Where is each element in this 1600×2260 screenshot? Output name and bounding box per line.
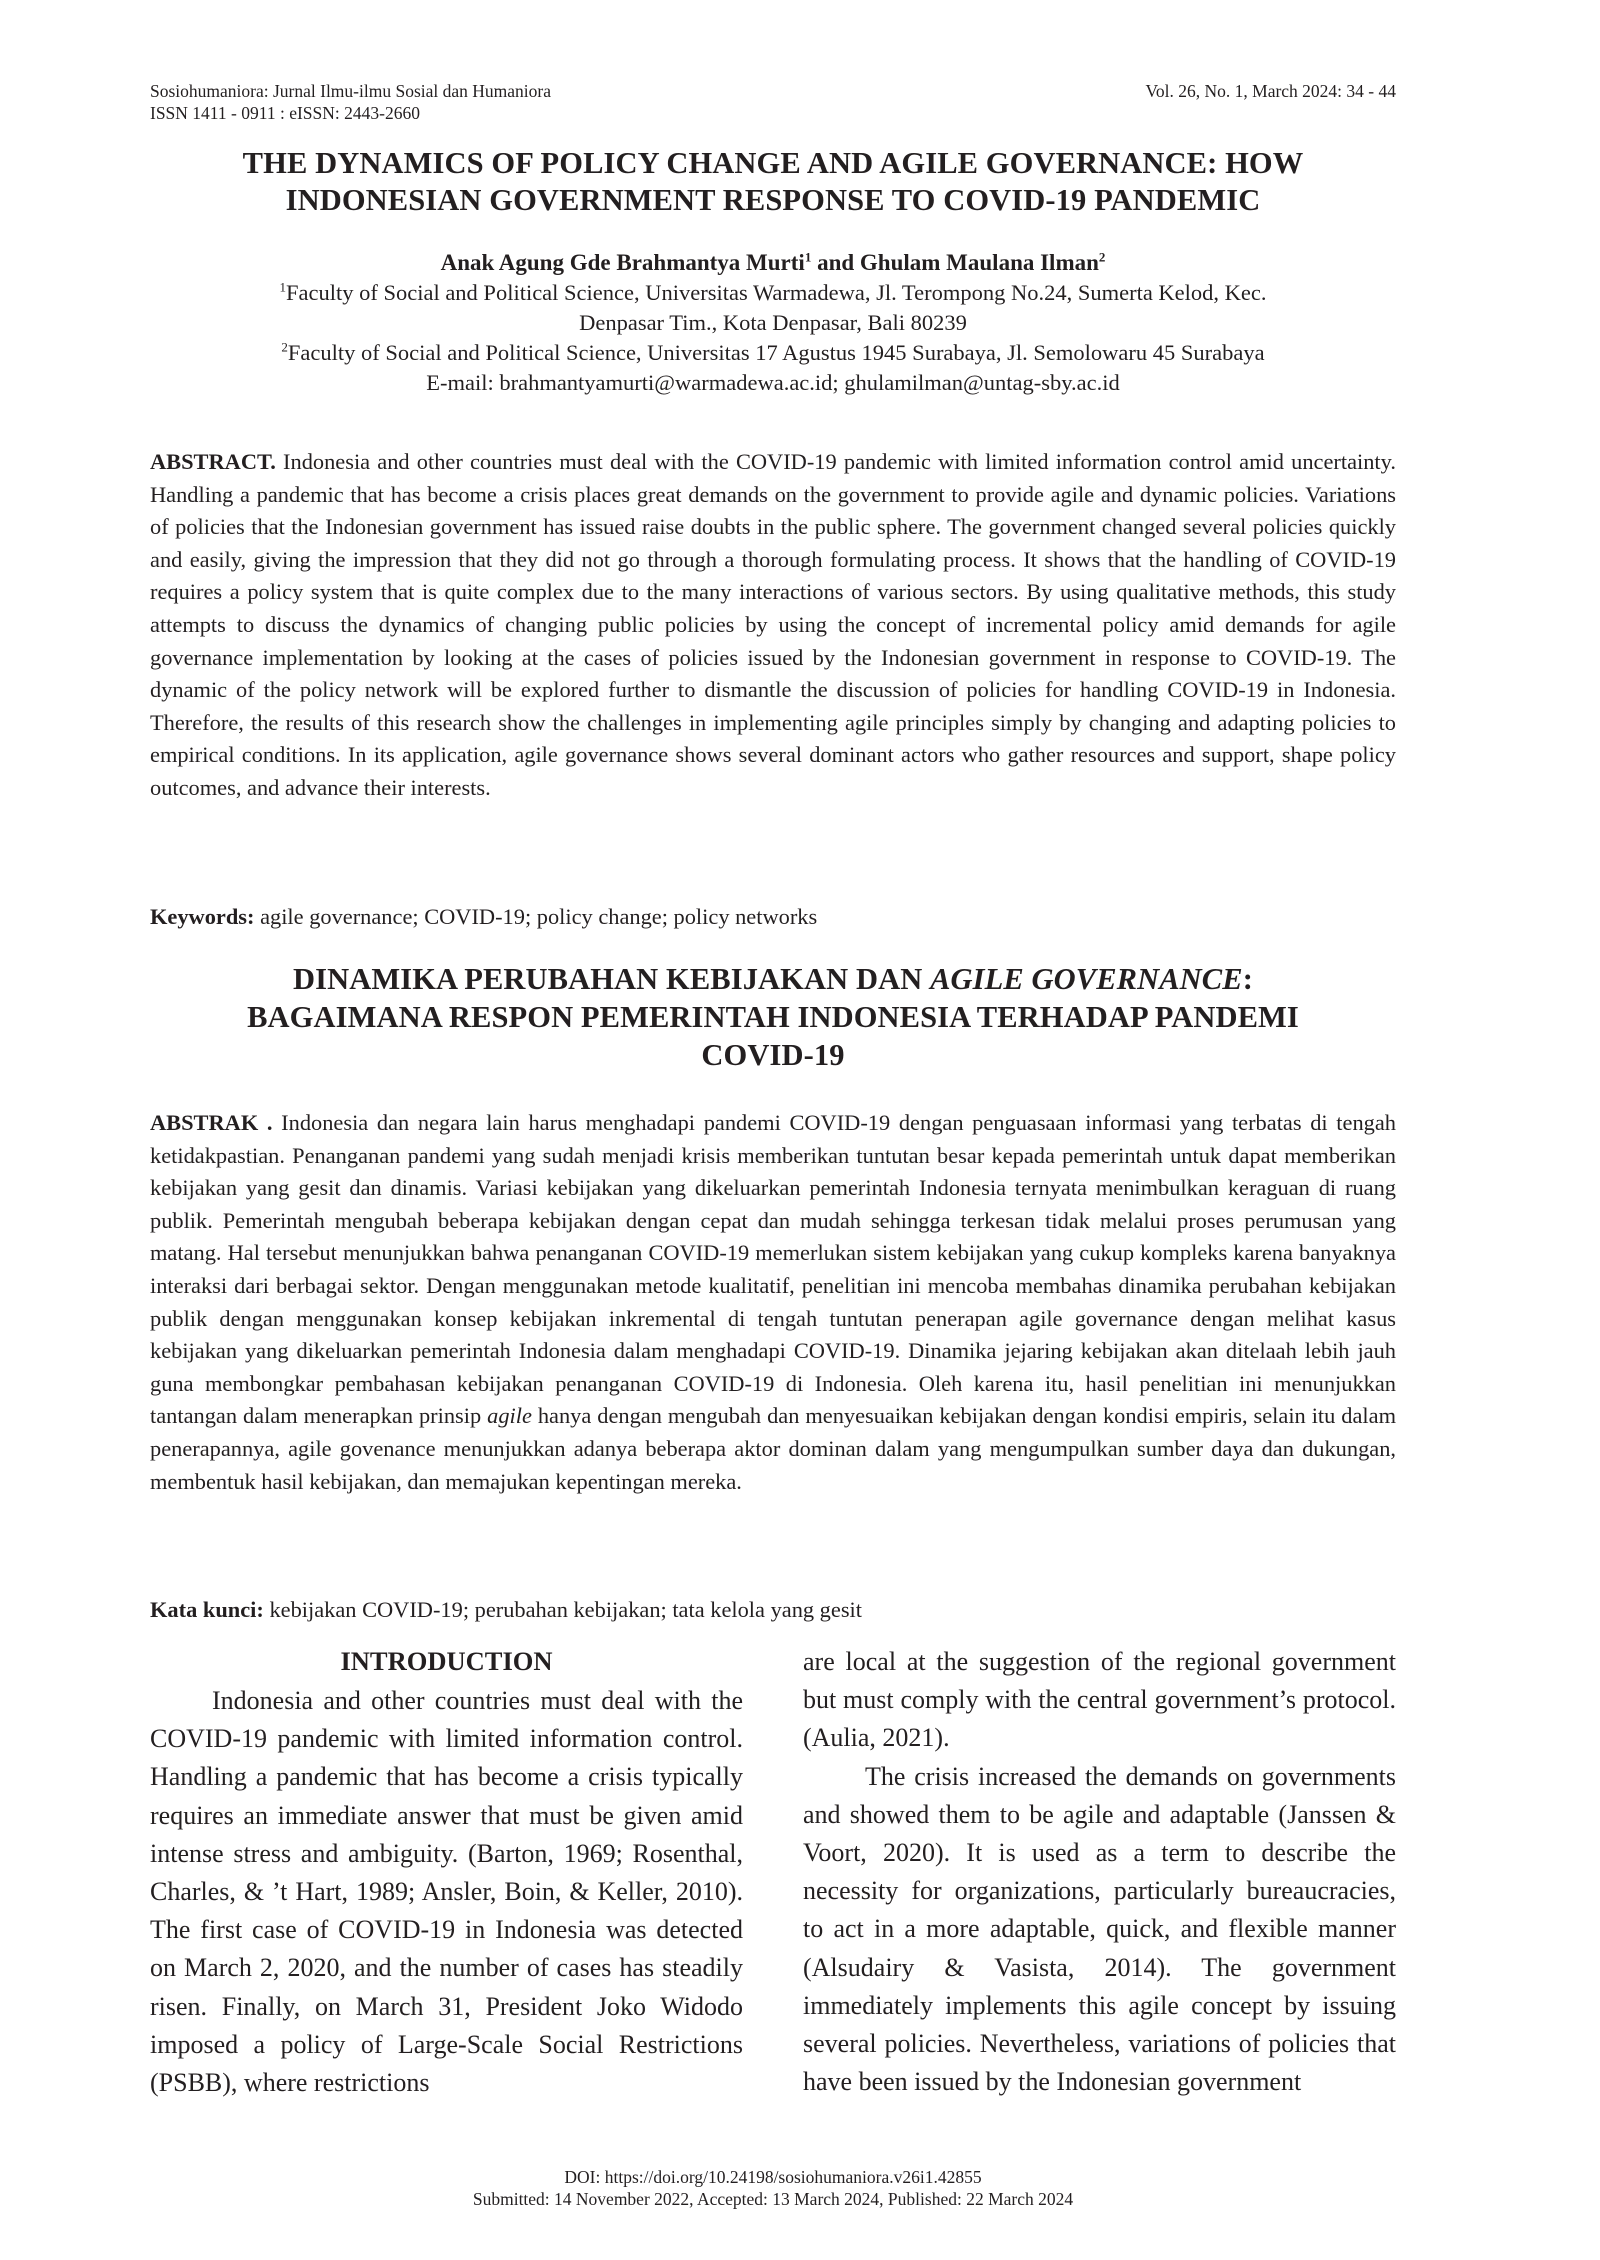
body-paragraph: Indonesia and other countries must deal with the COVID-19 pandemic with limited information control. Handling a pandemic that has become a crisis typically requires an immediate answer that must be given amid intense stress and ambiguity. (Barton, 1969; Rosenthal, Charles, & ’t Hart, 1989; Ansler, Boin, & Keller, 2010). The first case of COVID-19 in Indonesia was detected on March 2, 2020, and the number of cases has steadily risen. Finally, on March 31, President Joko Widodo imposed a policy of Large-Scale Social Restrictions (PSBB), where restrictions <box>150 1686 743 2098</box>
abstrak-italic-text: agile <box>487 1403 532 1429</box>
title-line: THE DYNAMICS OF POLICY CHANGE AND AGILE GOVERNANCE: HOW <box>242 146 1304 180</box>
title-line <box>150 960 1396 998</box>
kata-kunci <box>150 1595 1396 1625</box>
title-text: : <box>1242 962 1253 996</box>
page-footer <box>150 2166 1396 2210</box>
abstrak-text: Indonesia dan negara lain harus menghadapi pandemi COVID-19 dengan penguasaan informasi yang terbatas di tengah ketidakpastian. Penanganan pandemi yang sudah menjadi krisis memberikan tuntutan besar kepada pemerintah untuk dapat memberikan kebijakan yang gesit dan dinamis. Variasi kebijakan yang dikeluarkan pemerintah Indonesia ternyata menimbulkan keraguan di ruang publik. Pemerintah mengubah beberapa kebijakan dengan cepat dan mudah sehingga terkesan tidak melalui proses perumusan yang matang. Hal tersebut menunjukkan bahwa penanganan COVID-19 memerlukan sistem kebijakan yang cukup kompleks karena banyaknya interaksi dari berbagai sektor. Dengan menggunakan metode kualitatif, penelitian ini mencoba membahas dinamika perubahan kebijakan publik dengan menggunakan konsep kebijakan inkremental di tengah tuntutan penerapan agile governance dengan melihat kasus kebijakan yang dikeluarkan pemerintah Indonesia dalam menghadapi COVID-19. Dinamika jejaring kebijakan akan ditelaah lebih jauh guna membongkar pembahasan kebijakan penanganan COVID-19 di Indonesia. Oleh karena itu, hasil penelitian ini menunjukkan tantangan dalam menerapkan prinsip <box>150 1110 1396 1429</box>
affiliation-2 <box>150 338 1396 368</box>
affiliation-marker: 1 <box>804 249 812 265</box>
title-text: DINAMIKA PERUBAHAN KEBIJAKAN DAN <box>293 962 931 996</box>
running-header <box>150 80 1396 126</box>
keywords <box>150 902 1396 932</box>
kata-kunci-label: Kata kunci: <box>150 1597 264 1622</box>
author-name: Anak Agung Gde Brahmantya Murti <box>440 250 805 275</box>
title-line: COVID-19 <box>701 1038 845 1072</box>
abstrak <box>150 1107 1396 1498</box>
journal-info <box>150 80 551 124</box>
keywords-label: Keywords: <box>150 904 255 929</box>
abstrak-text: hanya dengan mengubah dan menyesuaikan kebijakan dengan kondisi empiris, selain itu dalam penerapannya, agile govenance menunjukkan adanya beberapa aktor dominan dalam yang mengumpulkan sumber daya dan dukungan, membentuk hasil kebijakan, dan memajukan kepentingan mereka. <box>150 1403 1396 1494</box>
author-name: Ghulam Maulana Ilman <box>859 250 1099 275</box>
affiliation-1 <box>150 278 1396 308</box>
body-column-right <box>803 1643 1396 2101</box>
abstract-label: ABSTRACT. <box>150 449 276 474</box>
title-italic-text: AGILE GOVERNANCE <box>930 962 1243 996</box>
author-names <box>150 248 1396 278</box>
volume-info: Vol. 26, No. 1, March 2024: 34 - 44 <box>1145 81 1396 101</box>
body-column-left <box>150 1644 743 2102</box>
body-paragraph: The crisis increased the demands on governments and showed them to be agile and adaptable (Janssen & Voort, 2020). It is used as a term to describe the necessity for organizations, particularly bureaucracies, to act in a more adaptable, quick, and flexible manner (Alsudairy & Vasista, 2014). The government immediately implements this agile concept by issuing several policies. Nevertheless, variations of policies that have been issued by the Indonesian government <box>803 1761 1396 2097</box>
author-email: E-mail: brahmantyamurti@warmadewa.ac.id; ghulamilman@untag-sby.ac.id <box>426 370 1120 395</box>
affiliation-marker: 2 <box>1098 249 1106 265</box>
title-line: BAGAIMANA RESPON PEMERINTAH INDONESIA TERHADAP PANDEMI <box>247 1000 1299 1034</box>
abstrak-label: ABSTRAK . <box>150 1110 273 1135</box>
affiliation-1-cont: Denpasar Tim., Kota Denpasar, Bali 80239 <box>579 310 967 335</box>
author-conjunction: and <box>811 250 860 275</box>
affiliation-marker: 1 <box>279 279 286 295</box>
paper-title-indonesian <box>150 960 1396 1074</box>
affiliation-marker: 2 <box>281 339 288 355</box>
abstract-text: Indonesia and other countries must deal with the COVID-19 pandemic with limited information control amid uncertainty. Handling a pandemic that has become a crisis places great demands on the government to provide agile and dynamic policies. Variations of policies that the Indonesian government has issued raise doubts in the public sphere. The government changed several policies quickly and easily, giving the impression that they did not go through a thorough formulating process. It shows that the handling of COVID-19 requires a policy system that is quite complex due to the many interactions of various sectors. By using qualitative methods, this study attempts to discuss the dynamics of changing public policies by using the concept of incremental policy amid demands for agile governance implementation by looking at the cases of policies issued by the Indonesian government in response to COVID-19. The dynamic of the policy network will be explored further to dismantle the discussion of policies for handling COVID-19 in Indonesia. Therefore, the results of this research show the challenges in implementing agile principles simply by changing and adapting policies to empirical conditions. In its application, agile governance shows several dominant actors who gather resources and support, shape policy outcomes, and advance their interests. <box>150 449 1396 800</box>
affiliation-text: Faculty of Social and Political Science, Universitas Warmadewa, Jl. Terompong No.24, Sumerta Kelod, Kec. <box>285 280 1267 305</box>
abstract <box>150 446 1396 805</box>
journal-issn: ISSN 1411 - 0911 : eISSN: 2443-2660 <box>150 103 420 123</box>
affiliation-text: Faculty of Social and Political Science, Universitas 17 Agustus 1945 Surabaya, Jl. Semolowaru 45 Surabaya <box>287 340 1265 365</box>
keywords-text: agile governance; COVID-19; policy change; policy networks <box>254 904 818 929</box>
doi: DOI: https://doi.org/10.24198/sosiohumaniora.v26i1.42855 <box>564 2167 982 2187</box>
journal-name: Sosiohumaniora: Jurnal Ilmu-ilmu Sosial dan Humaniora <box>150 81 551 101</box>
title-line: INDONESIAN GOVERNMENT RESPONSE TO COVID-19 PANDEMIC <box>285 183 1261 217</box>
section-heading: INTRODUCTION <box>340 1646 553 1676</box>
kata-kunci-text: kebijakan COVID-19; perubahan kebijakan; tata kelola yang gesit <box>263 1597 862 1622</box>
body-paragraph: are local at the suggestion of the regional government but must comply with the central government’s protocol. (Aulia, 2021). <box>803 1647 1396 1753</box>
submission-dates: Submitted: 14 November 2022, Accepted: 13 March 2024, Published: 22 March 2024 <box>472 2189 1074 2209</box>
author-block <box>150 248 1396 398</box>
paper-title <box>150 145 1396 219</box>
